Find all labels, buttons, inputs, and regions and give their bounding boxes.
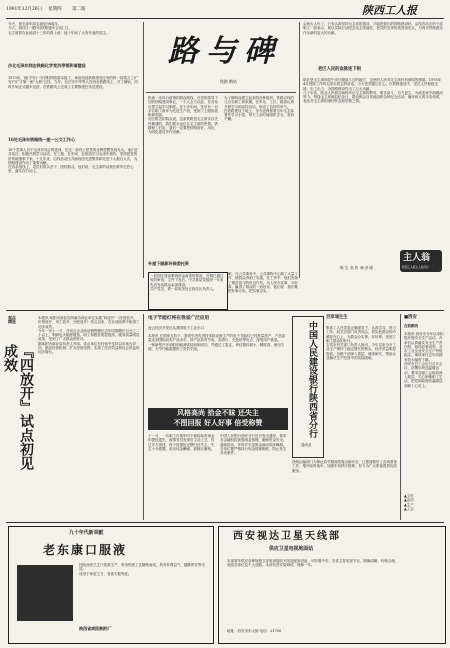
stamp: [400, 250, 442, 272]
top-left-heading: 沙北毛泽东同志铁路化学党员带领和谐建设: [8, 63, 86, 68]
right-col-heading: 老区人民的血脉连下根: [318, 67, 361, 72]
vertical-banner: [292, 316, 324, 458]
stamp-big: 主人翁: [403, 253, 431, 263]
ad-left: [8, 526, 214, 644]
paper-name: 陕西工人报: [362, 4, 417, 17]
bottom-rule: [6, 522, 444, 523]
top-left-subheading: 16处毛泽东铁路线一座一公文工作心: [8, 137, 75, 142]
lower-center-body-2: 十一月，一名职工在乘车时不慎将装有现金的提包遗失，被乘务员发现后主动上交，经过多方查找，终于将提包完整归还失主。失主十分感激，拿出现金酬谢，被婉言谢绝。: [148, 434, 215, 451]
right-column-items: [404, 494, 444, 518]
ad-right: [218, 526, 446, 644]
right-col-body: 会尚大人作了，只有认真坚持毛主席的遗训，才能把我们的铁路建设好。沿线各站区的干部职工一致表示，要以实际行动纪念毛主席诞辰，把党的光荣传统发扬光大，为西安铁路建设作出新的更大的贡献。: [303, 22, 443, 35]
masthead-weekday: 星期四: [48, 7, 62, 12]
top-left-lead: 今天，是毛泽东同志诞辰98周年。 今天，西(安)一建(安)铁路通车宝鸡(工)。 毛主席曾在此地讲十三年的真土地：他十年间了大有代表的党生。: [8, 22, 110, 35]
vertical-title: 中国人民建设银行陕西省分行: [307, 321, 317, 438]
lower-center-body-3: 中国人民银行西安分行近日发出通知，要求各金融机构加强现金管理，确保资金安全。通知指出，年终岁末是资金流动的高峰期，各单位要严格执行现金管理制度，防止发生各类案件。: [220, 434, 287, 456]
product-image: [17, 565, 73, 621]
right-bottom-body2: 铁路运输部门为保证春节期间旅客运输安全，已提前做好了各项准备工作，增开临时客车，加强车站秩序管理，努力为广大旅客提供优质服务。: [292, 460, 397, 473]
lower-left-label: 观点精选: [8, 315, 16, 325]
col-rule-4: [400, 314, 401, 520]
masthead-page: 第二版: [72, 7, 86, 12]
ad-left-brand: 老东康口服液: [43, 543, 128, 557]
top-left-body: 1973年，西(平安)一安(康)铁路基本竣工，承担西延铁路建设任务的铁一局第五工(广安)"安"字第一座"大桥"已经，当年，在长安中华等人在西北铁路线上，开工铺轨，同时开始正式通车运营，在铁路线上完成了主要修建任务及建设。: [8, 76, 139, 89]
ad-left-title: 九十年代新幸献: [69, 530, 104, 536]
right-bottom-heading: 百家诵生生: [326, 315, 348, 320]
col-rule-3: [143, 314, 144, 520]
right-column-item: ▲文化: [404, 494, 414, 498]
col-rule-2: [299, 22, 300, 278]
middle-box: 一县园区建设系统资金改善的情况，近期已通过验收审查。文件下发后，中共基层党组织一年来先后发动群众参加建设。 共产党员、铁一局电务处五段站区负责人。: [148, 272, 228, 310]
lower-left-body: 本报讯 咸阳市商业局所属各商业单位实施“四放开”（经营放开、价格放开、用工放开、分配放开）试点以来，在各项改革中取得了初步成效。 今年一至十一月，各试点企业商品销售额比去年同期增长百分之二十以上，利润也大幅度增加。职工积极性明显提高，服务质量明显改善，受到了广大群众的好评。 据咸阳市商业局负责人介绍，试点单位在经营中坚持以市场为导向，搞活经营机制，扩大经营范围，实现了经济效益和社会效益的同步增长。: [38, 316, 140, 355]
masthead: [6, 4, 446, 18]
ad-right-title: 西安视达卫星天线部: [233, 531, 341, 542]
right-column-item: ▲工会: [404, 506, 414, 511]
lower-center-headline: 电子节能灯将在我省广泛应用: [148, 315, 210, 321]
masthead-date: 1991年12月26日: [6, 7, 43, 12]
ad-right-address: 地址：西安市东大街 电话：21768: [227, 629, 281, 633]
right-column-body: 本报讯 西安市今年以来积极开展安全生产活动，各单位认真落实安全生产责任制，取得显著成效。全市工业企业安全生产形势稳定，事故率比去年同期有较大幅度下降。 西安市总工会近日召开会议，部署年终送温暖活动，要求各级工会组织深入基层，关心困难职工生活，把党和政府的温暖送到职工心坎上。: [404, 332, 444, 388]
right-column-item: ▲生产: [404, 502, 414, 507]
mid-rule: [6, 310, 444, 311]
right-column-heading: ■西安: [404, 315, 417, 320]
feature-body2: 为了修路而建立起来的各种组织，铁路沿线的几百名职工和家属，在车站、工区、段部认真开展学习和宣传活动，形成了良好的风气。 在铁路建设工地上，至今还保留着当年毛主席著作学习小组，每天工余时间组织学习，坚持不懈。: [224, 96, 294, 122]
ad-left-maker: 陕西省咸阳制药厂: [79, 626, 112, 631]
middle-body: 职，在公共事务中，公共事物中心做了大量工作，使群众得到了实惠。在工作中，他们发扬了艰苦奋斗的优良作风，为人民办实事、办好事，赢得了群众的一致好评。他们说：我们要把好事办好，把实事办实。: [228, 272, 298, 294]
stamp-small: 陕西工人报主人翁专栏: [402, 265, 429, 269]
feature-body: 机就一步执行政策的群众路线，在党的领导下加快铁路建设事业，一个人全力以赴，在各站区建立起学习制度。在十多年间，先后有一百多名职工被评为先进生产者，受到了上级的表彰和奖励。 站区附近的群众说，这条铁路是毛主席亲自关怀修建的，我们要永远记住毛主席的恩情。铁路职工们说，我们一定要把铁路管好，用好，为四化建设多作贡献。: [148, 96, 218, 135]
lower-center-ad: 风格高尚 拾金不昧 还失主 不图回报 好人好事 倍受称赞: [148, 408, 288, 430]
right-column-heading2: 在铁路线: [404, 324, 418, 328]
lower-left-headline: 『四放开』试点初见成效: [2, 344, 34, 470]
vertical-sub: 通讯录: [301, 443, 312, 447]
feature-caption: 铁路 鹤站: [220, 79, 237, 84]
ad-right-subtitle: 供应卫星电视地面站: [269, 546, 314, 552]
middle-heading: 外屋下跟新环保委托资: [148, 261, 189, 266]
right-col-body2: 陕北是毛主席和党中央长期战斗过的地方，这里的人民对毛主席怀有深厚的感情。1978年4月到陕工作的毛泽东同志的讲话，今天依然铭记在心。在铁路建设中，老区人民积极支援，出工出力，为铁路建设作出了巨大贡献。 几十年来，陕北人民群众始终牢记毛主席的教导，艰苦奋斗，自力更生，为改变家乡面貌而努力。每逢毛主席诞辰纪念日，群众都会自发地组织各种纪念活动，缅怀伟人的丰功伟绩，表达对毛主席的深切怀念和崇敬之情。: [303, 78, 443, 104]
ad-left-body: 经陕西省卫生厅批准生产，采用传统工艺精制而成，具有补肾益气、健脾养胃等功效。 适用于体虚乏力、食欲不振等症。: [79, 563, 205, 576]
lower-center-subhead: 冠云经济开发区从我国电子工业出口: [148, 326, 204, 330]
right-bottom-body: 集体工人在党委正确领导下，认真学习，努力工作。机关各部门负责同志，切实把群众的冷暖挂在心上，为群众办实事、办好事，受到了职工群众的好评。 宝鸡市有关部门负责人指出，今年以来全市工业生产保持了稳定增长的势头，经济效益明显提高。各级干部深入基层，调查研究，帮助企业解决生产经营中的实际困难。: [326, 326, 396, 361]
right-col-author: 陈 宝 高 智 韩 彦 刚: [340, 266, 373, 270]
feature-title-art: 路与碑: [168, 34, 282, 69]
ad-right-body: 本部常年供应各种规格卫星电视接收天线及配套设备，可收看中央、各省卫星电视节目，图像清晰，价格合理。 欢迎各单位及个人选购，本部负责安装调试，保修一年。: [227, 559, 399, 568]
right-column-item: ▲活动: [404, 498, 414, 503]
top-left-body2: 18个党事人员于毛泽东同志的遗训，在这一条线上把党的光辉思想发扬光大。他们在各站区，积极开展学习活动，在工地、在车间、在班组学习毛泽东著作，坚持把党的好传统继承下来。十几年来，沿线各站区共涌现出先进集体和先进个人数百人次，为铁路建设作出了重要贡献。 在各条战线上，党员们带头苦干，团结群众，他们说：毛主席的话我们要牢记在心里，落实在行动上。: [8, 148, 139, 174]
feature-title: [146, 22, 296, 93]
masthead-rule: [6, 18, 444, 19]
lower-center-body: 本报讯 在国家支持下，我省引进先进技术和设备生产的电子节能灯已经批量投产，产品质量达到国际同类产品水平，该产品具有节电、寿命长、光色好等优点，深受用户欢迎。 一种新型汽车油料消耗测试仪研制成功，并通过了鉴定，该仪器体积小、精度高、使用方便，为节约能源提供了有效手段。: [148, 334, 286, 351]
col-rule-1: [143, 22, 144, 278]
